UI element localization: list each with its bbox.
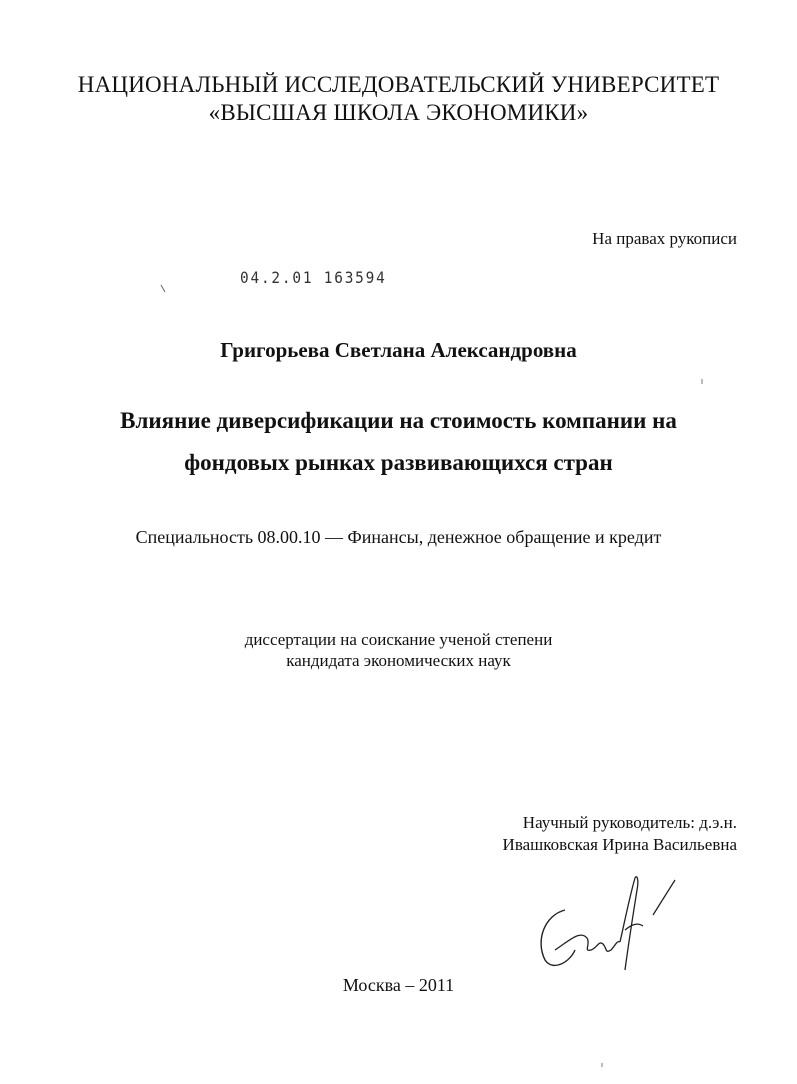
stray-mark [160,284,168,294]
university-name-line2: «ВЫСШАЯ ШКОЛА ЭКОНОМИКИ» [208,100,589,125]
manuscript-note: На правах рукописи [592,229,737,248]
city-year: Москва – 2011 [342,975,455,995]
dissertation-title-line1: Влияние диверсификации на стоимость компании на [120,408,677,433]
degree-line2: кандидата экономических наук [286,651,511,670]
university-name-line1: НАЦИОНАЛЬНЫЙ ИССЛЕДОВАТЕЛЬСКИЙ УНИВЕРСИТЕТ [77,72,720,97]
advisor-line1: Научный руководитель: д.э.н. [522,813,737,832]
specialty: Специальность 08.00.10 — Финансы, денежное обращение и кредит [135,527,662,547]
signature-icon [525,870,695,980]
stamp-number: 04.2.01 163594 [240,268,387,287]
advisor-line2: Ивашковская Ирина Васильевна [502,835,737,854]
dissertation-title-line2: фондовых рынках развивающихся стран [184,450,613,475]
degree-line1: диссертации на соискание ученой степени [244,630,553,649]
stray-mark [700,378,704,386]
author-name: Григорьева Светлана Александровна [220,338,577,362]
stray-mark [600,1062,604,1070]
